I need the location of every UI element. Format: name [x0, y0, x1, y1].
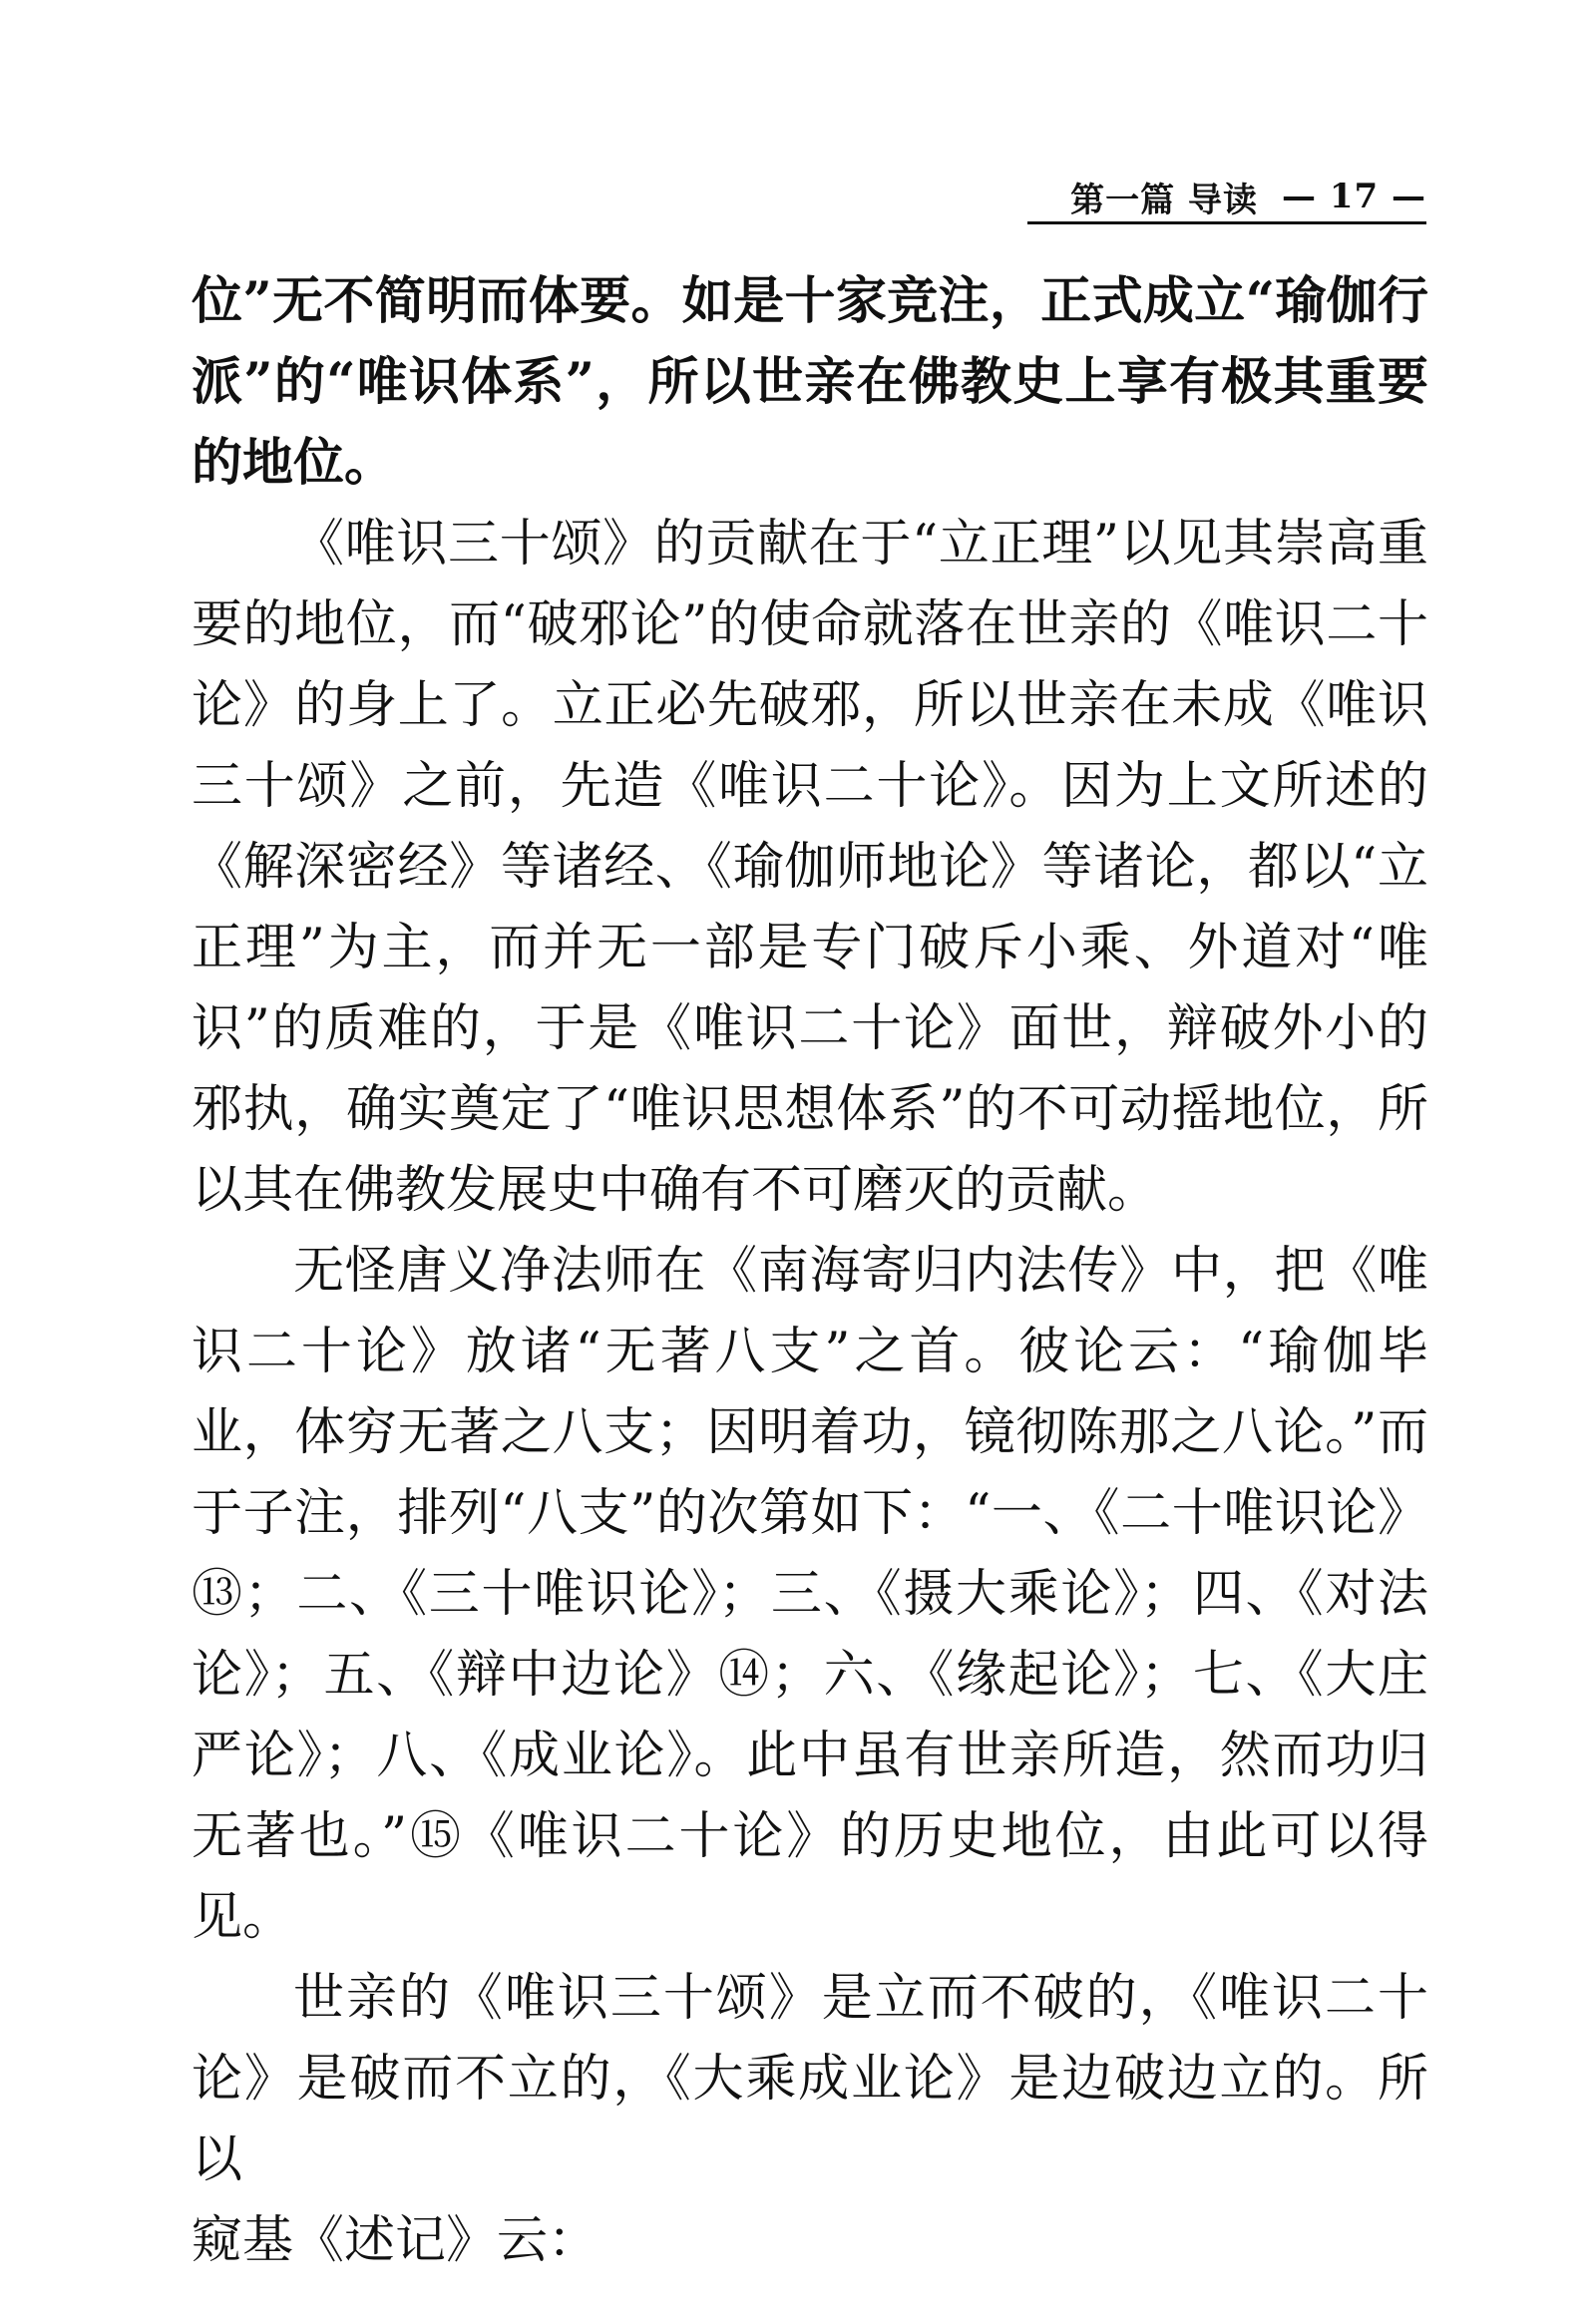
page-number: — 17 — [1282, 177, 1426, 216]
paragraph-4: 世亲的《唯识三十颂》是立而不破的，《唯识二十论》是破而不立的，《大乘成业论》是边破边立的。所以 [192, 1969, 1428, 2189]
body-text [192, 261, 1428, 2270]
section-title: 第一篇 导读 [1070, 180, 1258, 220]
paragraph-1: 位”无不简明而体要。如是十家竞注，正式成立“瑜伽行派”的“唯识体系”，所以世亲在佛教史上享有极其重要的地位。 [192, 271, 1428, 493]
paragraph-2: 《唯识三十颂》的贡献在于“立正理”以见其崇高重要的地位，而“破邪论”的使命就落在世亲的《唯识二十论》的身上了。立正必先破邪，所以世亲在未成《唯识三十颂》之前，先造《唯识二十论》。因为上文所述的《解深密经》等诸经、《瑜伽师地论》等诸论，都以“立正理”为主，而并无一部是专门破斥小乘、外道对“唯识”的质难的，于是《唯识二十论》面世，辩破外小的邪执，确实奠定了“唯识思想体系”的不可动摇地位，所以其在佛教发展史中确有不可磨灭的贡献。 [192, 515, 1428, 1220]
paragraph-5-partial: 窥基《述记》云： [192, 2211, 599, 2270]
running-header [1027, 172, 1426, 224]
paragraph-3: 无怪唐义净法师在《南海寄归内法传》中，把《唯识二十论》放诸“无著八支”之首。彼论云：“瑜伽毕业，体穷无著之八支；因明着功，镜彻陈那之八论。”而于子注，排列“八支”的次第如下：“一、《二十唯识论》⑬；二、《三十唯识论》；三、《摄大乘论》；四、《对法论》；五、《辩中边论》⑭；六、《缘起论》；七、《大庄严论》；八、《成业论》。此中虽有世亲所造，然而功归无著也。”⑮《唯识二十论》的历史地位，由此可以得见。 [192, 1242, 1428, 1947]
